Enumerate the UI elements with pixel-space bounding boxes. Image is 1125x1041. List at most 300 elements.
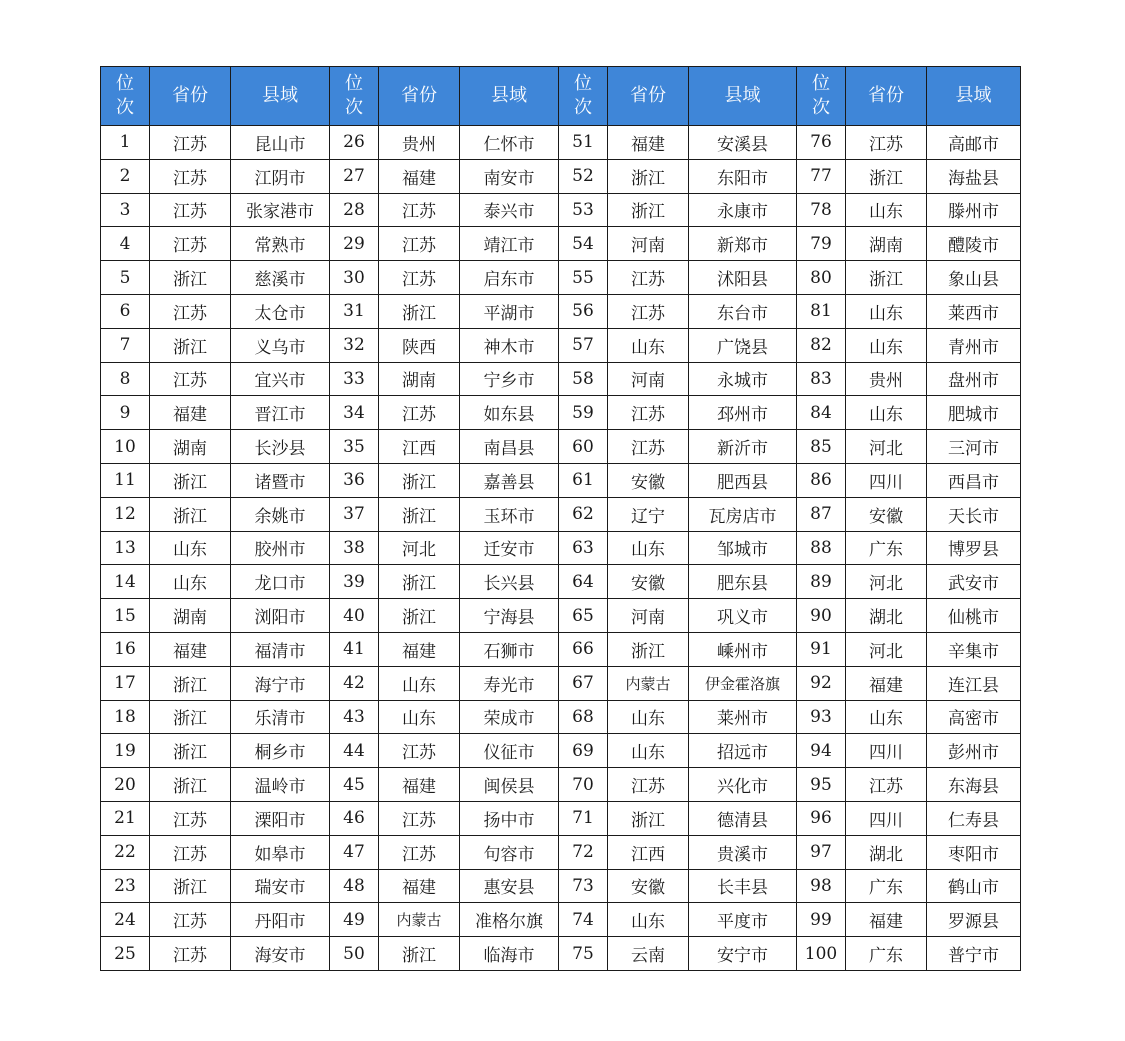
province-cell: 江苏 — [150, 227, 231, 261]
header-rank-line1: 位 — [812, 73, 830, 94]
province-cell: 江苏 — [150, 903, 231, 937]
county-ranking-table — [100, 66, 1021, 971]
table-row — [101, 159, 1021, 193]
county-cell: 象山县 — [927, 261, 1021, 295]
rank-cell: 4 — [101, 227, 150, 261]
header-rank-line1: 位 — [574, 73, 592, 94]
county-cell: 兴化市 — [689, 768, 797, 802]
province-cell: 浙江 — [150, 869, 231, 903]
rank-cell: 70 — [559, 768, 608, 802]
county-cell: 新沂市 — [689, 430, 797, 464]
rank-cell: 38 — [330, 531, 379, 565]
county-cell: 鹤山市 — [927, 869, 1021, 903]
rank-cell: 28 — [330, 193, 379, 227]
province-cell: 江苏 — [846, 126, 927, 160]
header-county-4: 县域 — [927, 67, 1021, 126]
province-cell: 江苏 — [608, 261, 689, 295]
rank-cell: 2 — [101, 159, 150, 193]
county-cell: 肥西县 — [689, 463, 797, 497]
rank-cell: 41 — [330, 632, 379, 666]
province-cell: 山东 — [846, 396, 927, 430]
province-cell: 浙江 — [846, 159, 927, 193]
province-cell: 山东 — [608, 700, 689, 734]
rank-cell: 75 — [559, 937, 608, 971]
header-rank-line2: 次 — [574, 97, 592, 118]
province-cell: 福建 — [379, 632, 460, 666]
province-cell: 福建 — [379, 159, 460, 193]
header-county-1: 县域 — [231, 67, 330, 126]
rank-cell: 97 — [797, 835, 846, 869]
county-cell: 常熟市 — [231, 227, 330, 261]
province-cell: 河北 — [846, 430, 927, 464]
header-rank-line1: 位 — [116, 73, 134, 94]
county-cell: 辛集市 — [927, 632, 1021, 666]
table-row — [101, 599, 1021, 633]
province-cell: 江苏 — [379, 227, 460, 261]
table-body — [101, 126, 1021, 971]
rank-cell: 44 — [330, 734, 379, 768]
county-cell: 南安市 — [460, 159, 559, 193]
county-cell: 泰兴市 — [460, 193, 559, 227]
county-cell: 闽侯县 — [460, 768, 559, 802]
county-cell: 巩义市 — [689, 599, 797, 633]
county-cell: 沭阳县 — [689, 261, 797, 295]
table-row — [101, 768, 1021, 802]
county-cell: 寿光市 — [460, 666, 559, 700]
county-cell: 仙桃市 — [927, 599, 1021, 633]
county-cell: 昆山市 — [231, 126, 330, 160]
county-cell: 海盐县 — [927, 159, 1021, 193]
province-cell: 江苏 — [150, 362, 231, 396]
county-cell: 安宁市 — [689, 937, 797, 971]
county-cell: 青州市 — [927, 328, 1021, 362]
rank-cell: 31 — [330, 294, 379, 328]
province-cell: 江苏 — [379, 193, 460, 227]
province-cell: 浙江 — [150, 700, 231, 734]
county-cell: 诸暨市 — [231, 463, 330, 497]
county-cell: 莱西市 — [927, 294, 1021, 328]
table-row — [101, 294, 1021, 328]
table-row — [101, 937, 1021, 971]
county-cell: 句容市 — [460, 835, 559, 869]
province-cell: 浙江 — [379, 497, 460, 531]
county-cell: 东海县 — [927, 768, 1021, 802]
rank-cell: 22 — [101, 835, 150, 869]
header-province-2: 省份 — [379, 67, 460, 126]
province-cell: 福建 — [846, 903, 927, 937]
province-cell: 广东 — [846, 531, 927, 565]
rank-cell: 20 — [101, 768, 150, 802]
rank-cell: 64 — [559, 565, 608, 599]
county-cell: 乐清市 — [231, 700, 330, 734]
table-row — [101, 430, 1021, 464]
county-cell: 丹阳市 — [231, 903, 330, 937]
rank-cell: 46 — [330, 801, 379, 835]
county-cell: 邹城市 — [689, 531, 797, 565]
province-cell: 福建 — [608, 126, 689, 160]
province-cell: 浙江 — [846, 261, 927, 295]
county-cell: 莱州市 — [689, 700, 797, 734]
county-cell: 义乌市 — [231, 328, 330, 362]
table-row — [101, 193, 1021, 227]
province-cell: 江苏 — [150, 801, 231, 835]
county-cell: 温岭市 — [231, 768, 330, 802]
county-cell: 广饶县 — [689, 328, 797, 362]
province-cell: 河北 — [846, 632, 927, 666]
header-rank-line2: 次 — [116, 97, 134, 118]
province-cell: 福建 — [150, 632, 231, 666]
header-rank-3 — [559, 67, 608, 126]
county-cell: 仁怀市 — [460, 126, 559, 160]
province-cell: 浙江 — [379, 937, 460, 971]
province-cell: 浙江 — [150, 463, 231, 497]
province-cell: 江苏 — [379, 261, 460, 295]
rank-cell: 13 — [101, 531, 150, 565]
rank-cell: 16 — [101, 632, 150, 666]
rank-cell: 74 — [559, 903, 608, 937]
county-cell: 龙口市 — [231, 565, 330, 599]
rank-cell: 55 — [559, 261, 608, 295]
province-cell: 福建 — [379, 768, 460, 802]
table-row — [101, 903, 1021, 937]
county-cell: 嵊州市 — [689, 632, 797, 666]
rank-cell: 18 — [101, 700, 150, 734]
province-cell: 浙江 — [379, 565, 460, 599]
province-cell: 山东 — [846, 193, 927, 227]
rank-cell: 29 — [330, 227, 379, 261]
county-cell: 如东县 — [460, 396, 559, 430]
table-row — [101, 261, 1021, 295]
rank-cell: 7 — [101, 328, 150, 362]
header-province-4: 省份 — [846, 67, 927, 126]
province-cell: 江苏 — [379, 396, 460, 430]
county-cell: 高密市 — [927, 700, 1021, 734]
province-cell: 浙江 — [379, 463, 460, 497]
province-cell: 江苏 — [150, 294, 231, 328]
province-cell: 山东 — [379, 700, 460, 734]
county-cell: 肥城市 — [927, 396, 1021, 430]
rank-cell: 53 — [559, 193, 608, 227]
rank-cell: 78 — [797, 193, 846, 227]
county-cell: 彭州市 — [927, 734, 1021, 768]
province-cell: 浙江 — [608, 632, 689, 666]
county-cell: 迁安市 — [460, 531, 559, 565]
county-cell: 长沙县 — [231, 430, 330, 464]
county-cell: 晋江市 — [231, 396, 330, 430]
county-cell: 胶州市 — [231, 531, 330, 565]
table-row — [101, 801, 1021, 835]
county-cell: 连江县 — [927, 666, 1021, 700]
province-cell: 江西 — [379, 430, 460, 464]
rank-cell: 59 — [559, 396, 608, 430]
county-cell: 靖江市 — [460, 227, 559, 261]
province-cell: 河南 — [608, 599, 689, 633]
province-cell: 湖北 — [846, 599, 927, 633]
rank-cell: 11 — [101, 463, 150, 497]
province-cell: 内蒙古 — [608, 666, 689, 700]
rank-cell: 30 — [330, 261, 379, 295]
county-cell: 海安市 — [231, 937, 330, 971]
rank-cell: 79 — [797, 227, 846, 261]
rank-cell: 14 — [101, 565, 150, 599]
table-row — [101, 362, 1021, 396]
header-rank-line2: 次 — [345, 97, 363, 118]
province-cell: 福建 — [379, 869, 460, 903]
rank-cell: 49 — [330, 903, 379, 937]
county-cell: 准格尔旗 — [460, 903, 559, 937]
county-cell: 博罗县 — [927, 531, 1021, 565]
table-header — [101, 67, 1021, 126]
county-cell: 永城市 — [689, 362, 797, 396]
rank-cell: 82 — [797, 328, 846, 362]
province-cell: 河南 — [608, 362, 689, 396]
province-cell: 安徽 — [608, 565, 689, 599]
rank-cell: 34 — [330, 396, 379, 430]
county-cell: 桐乡市 — [231, 734, 330, 768]
rank-cell: 17 — [101, 666, 150, 700]
province-cell: 浙江 — [150, 734, 231, 768]
county-cell: 贵溪市 — [689, 835, 797, 869]
county-cell: 醴陵市 — [927, 227, 1021, 261]
table-row — [101, 869, 1021, 903]
table-row — [101, 227, 1021, 261]
rank-cell: 21 — [101, 801, 150, 835]
province-cell: 江西 — [608, 835, 689, 869]
province-cell: 浙江 — [379, 294, 460, 328]
province-cell: 河北 — [846, 565, 927, 599]
province-cell: 江苏 — [608, 768, 689, 802]
county-cell: 三河市 — [927, 430, 1021, 464]
province-cell: 山东 — [846, 328, 927, 362]
county-cell: 张家港市 — [231, 193, 330, 227]
county-cell: 武安市 — [927, 565, 1021, 599]
rank-cell: 91 — [797, 632, 846, 666]
rank-cell: 23 — [101, 869, 150, 903]
rank-cell: 52 — [559, 159, 608, 193]
province-cell: 湖南 — [379, 362, 460, 396]
rank-cell: 99 — [797, 903, 846, 937]
county-cell: 伊金霍洛旗 — [689, 666, 797, 700]
province-cell: 浙江 — [150, 261, 231, 295]
province-cell: 湖南 — [150, 599, 231, 633]
rank-cell: 51 — [559, 126, 608, 160]
county-cell: 天长市 — [927, 497, 1021, 531]
rank-cell: 37 — [330, 497, 379, 531]
province-cell: 浙江 — [150, 768, 231, 802]
county-cell: 玉环市 — [460, 497, 559, 531]
rank-cell: 100 — [797, 937, 846, 971]
county-cell: 扬中市 — [460, 801, 559, 835]
table-row — [101, 328, 1021, 362]
province-cell: 贵州 — [846, 362, 927, 396]
rank-cell: 90 — [797, 599, 846, 633]
rank-cell: 27 — [330, 159, 379, 193]
county-cell: 西昌市 — [927, 463, 1021, 497]
county-cell: 临海市 — [460, 937, 559, 971]
province-cell: 山东 — [608, 903, 689, 937]
rank-cell: 95 — [797, 768, 846, 802]
rank-cell: 63 — [559, 531, 608, 565]
province-cell: 贵州 — [379, 126, 460, 160]
province-cell: 江苏 — [608, 430, 689, 464]
rank-cell: 60 — [559, 430, 608, 464]
county-cell: 滕州市 — [927, 193, 1021, 227]
rank-cell: 58 — [559, 362, 608, 396]
table-row — [101, 126, 1021, 160]
header-county-3: 县域 — [689, 67, 797, 126]
rank-cell: 35 — [330, 430, 379, 464]
county-cell: 江阴市 — [231, 159, 330, 193]
county-cell: 石狮市 — [460, 632, 559, 666]
province-cell: 四川 — [846, 734, 927, 768]
county-cell: 仪征市 — [460, 734, 559, 768]
province-cell: 江苏 — [150, 159, 231, 193]
province-cell: 四川 — [846, 463, 927, 497]
county-cell: 如皋市 — [231, 835, 330, 869]
province-cell: 广东 — [846, 869, 927, 903]
province-cell: 山东 — [150, 531, 231, 565]
county-cell: 惠安县 — [460, 869, 559, 903]
rank-cell: 1 — [101, 126, 150, 160]
rank-cell: 89 — [797, 565, 846, 599]
province-cell: 山东 — [608, 531, 689, 565]
header-province-1: 省份 — [150, 67, 231, 126]
province-cell: 浙江 — [379, 599, 460, 633]
header-row — [101, 67, 1021, 126]
table-row — [101, 700, 1021, 734]
rank-cell: 45 — [330, 768, 379, 802]
rank-cell: 39 — [330, 565, 379, 599]
rank-cell: 67 — [559, 666, 608, 700]
province-cell: 山东 — [608, 734, 689, 768]
rank-cell: 57 — [559, 328, 608, 362]
province-cell: 云南 — [608, 937, 689, 971]
province-cell: 浙江 — [608, 193, 689, 227]
province-cell: 山东 — [608, 328, 689, 362]
province-cell: 山东 — [150, 565, 231, 599]
rank-cell: 65 — [559, 599, 608, 633]
county-cell: 罗源县 — [927, 903, 1021, 937]
county-cell: 余姚市 — [231, 497, 330, 531]
county-cell: 南昌县 — [460, 430, 559, 464]
county-cell: 瑞安市 — [231, 869, 330, 903]
county-cell: 福清市 — [231, 632, 330, 666]
rank-cell: 93 — [797, 700, 846, 734]
province-cell: 广东 — [846, 937, 927, 971]
province-cell: 湖南 — [150, 430, 231, 464]
rank-cell: 84 — [797, 396, 846, 430]
table-row — [101, 463, 1021, 497]
rank-cell: 69 — [559, 734, 608, 768]
rank-cell: 26 — [330, 126, 379, 160]
province-cell: 安徽 — [608, 869, 689, 903]
province-cell: 江苏 — [150, 126, 231, 160]
rank-cell: 96 — [797, 801, 846, 835]
province-cell: 陕西 — [379, 328, 460, 362]
county-cell: 宜兴市 — [231, 362, 330, 396]
table-row — [101, 565, 1021, 599]
rank-cell: 71 — [559, 801, 608, 835]
county-cell: 荣成市 — [460, 700, 559, 734]
province-cell: 安徽 — [608, 463, 689, 497]
rank-cell: 15 — [101, 599, 150, 633]
table-row — [101, 734, 1021, 768]
county-cell: 邳州市 — [689, 396, 797, 430]
header-county-2: 县域 — [460, 67, 559, 126]
rank-cell: 10 — [101, 430, 150, 464]
county-cell: 太仓市 — [231, 294, 330, 328]
county-cell: 启东市 — [460, 261, 559, 295]
province-cell: 辽宁 — [608, 497, 689, 531]
table-row — [101, 666, 1021, 700]
header-province-3: 省份 — [608, 67, 689, 126]
rank-cell: 12 — [101, 497, 150, 531]
header-rank-1 — [101, 67, 150, 126]
rank-cell: 98 — [797, 869, 846, 903]
province-cell: 福建 — [150, 396, 231, 430]
county-cell: 高邮市 — [927, 126, 1021, 160]
table-row — [101, 497, 1021, 531]
rank-cell: 66 — [559, 632, 608, 666]
table-row — [101, 396, 1021, 430]
county-cell: 宁海县 — [460, 599, 559, 633]
county-cell: 宁乡市 — [460, 362, 559, 396]
province-cell: 江苏 — [150, 193, 231, 227]
province-cell: 浙江 — [608, 801, 689, 835]
county-cell: 溧阳市 — [231, 801, 330, 835]
province-cell: 浙江 — [150, 328, 231, 362]
county-cell: 长兴县 — [460, 565, 559, 599]
rank-cell: 47 — [330, 835, 379, 869]
county-cell: 安溪县 — [689, 126, 797, 160]
province-cell: 河南 — [608, 227, 689, 261]
rank-cell: 48 — [330, 869, 379, 903]
table-row — [101, 632, 1021, 666]
province-cell: 江苏 — [150, 835, 231, 869]
county-cell: 平度市 — [689, 903, 797, 937]
rank-cell: 25 — [101, 937, 150, 971]
header-rank-line2: 次 — [812, 97, 830, 118]
rank-cell: 33 — [330, 362, 379, 396]
county-cell: 神木市 — [460, 328, 559, 362]
rank-cell: 43 — [330, 700, 379, 734]
province-cell: 浙江 — [150, 497, 231, 531]
county-cell: 海宁市 — [231, 666, 330, 700]
province-cell: 湖北 — [846, 835, 927, 869]
rank-cell: 32 — [330, 328, 379, 362]
county-cell: 新郑市 — [689, 227, 797, 261]
province-cell: 江苏 — [379, 734, 460, 768]
rank-cell: 50 — [330, 937, 379, 971]
rank-cell: 19 — [101, 734, 150, 768]
rank-cell: 54 — [559, 227, 608, 261]
province-cell: 浙江 — [150, 666, 231, 700]
province-cell: 河北 — [379, 531, 460, 565]
county-cell: 永康市 — [689, 193, 797, 227]
county-cell: 嘉善县 — [460, 463, 559, 497]
county-cell: 平湖市 — [460, 294, 559, 328]
province-cell: 浙江 — [608, 159, 689, 193]
province-cell: 四川 — [846, 801, 927, 835]
county-cell: 盘州市 — [927, 362, 1021, 396]
province-cell: 山东 — [379, 666, 460, 700]
rank-cell: 86 — [797, 463, 846, 497]
county-cell: 东阳市 — [689, 159, 797, 193]
rank-cell: 73 — [559, 869, 608, 903]
county-cell: 慈溪市 — [231, 261, 330, 295]
table-row — [101, 531, 1021, 565]
province-cell: 湖南 — [846, 227, 927, 261]
